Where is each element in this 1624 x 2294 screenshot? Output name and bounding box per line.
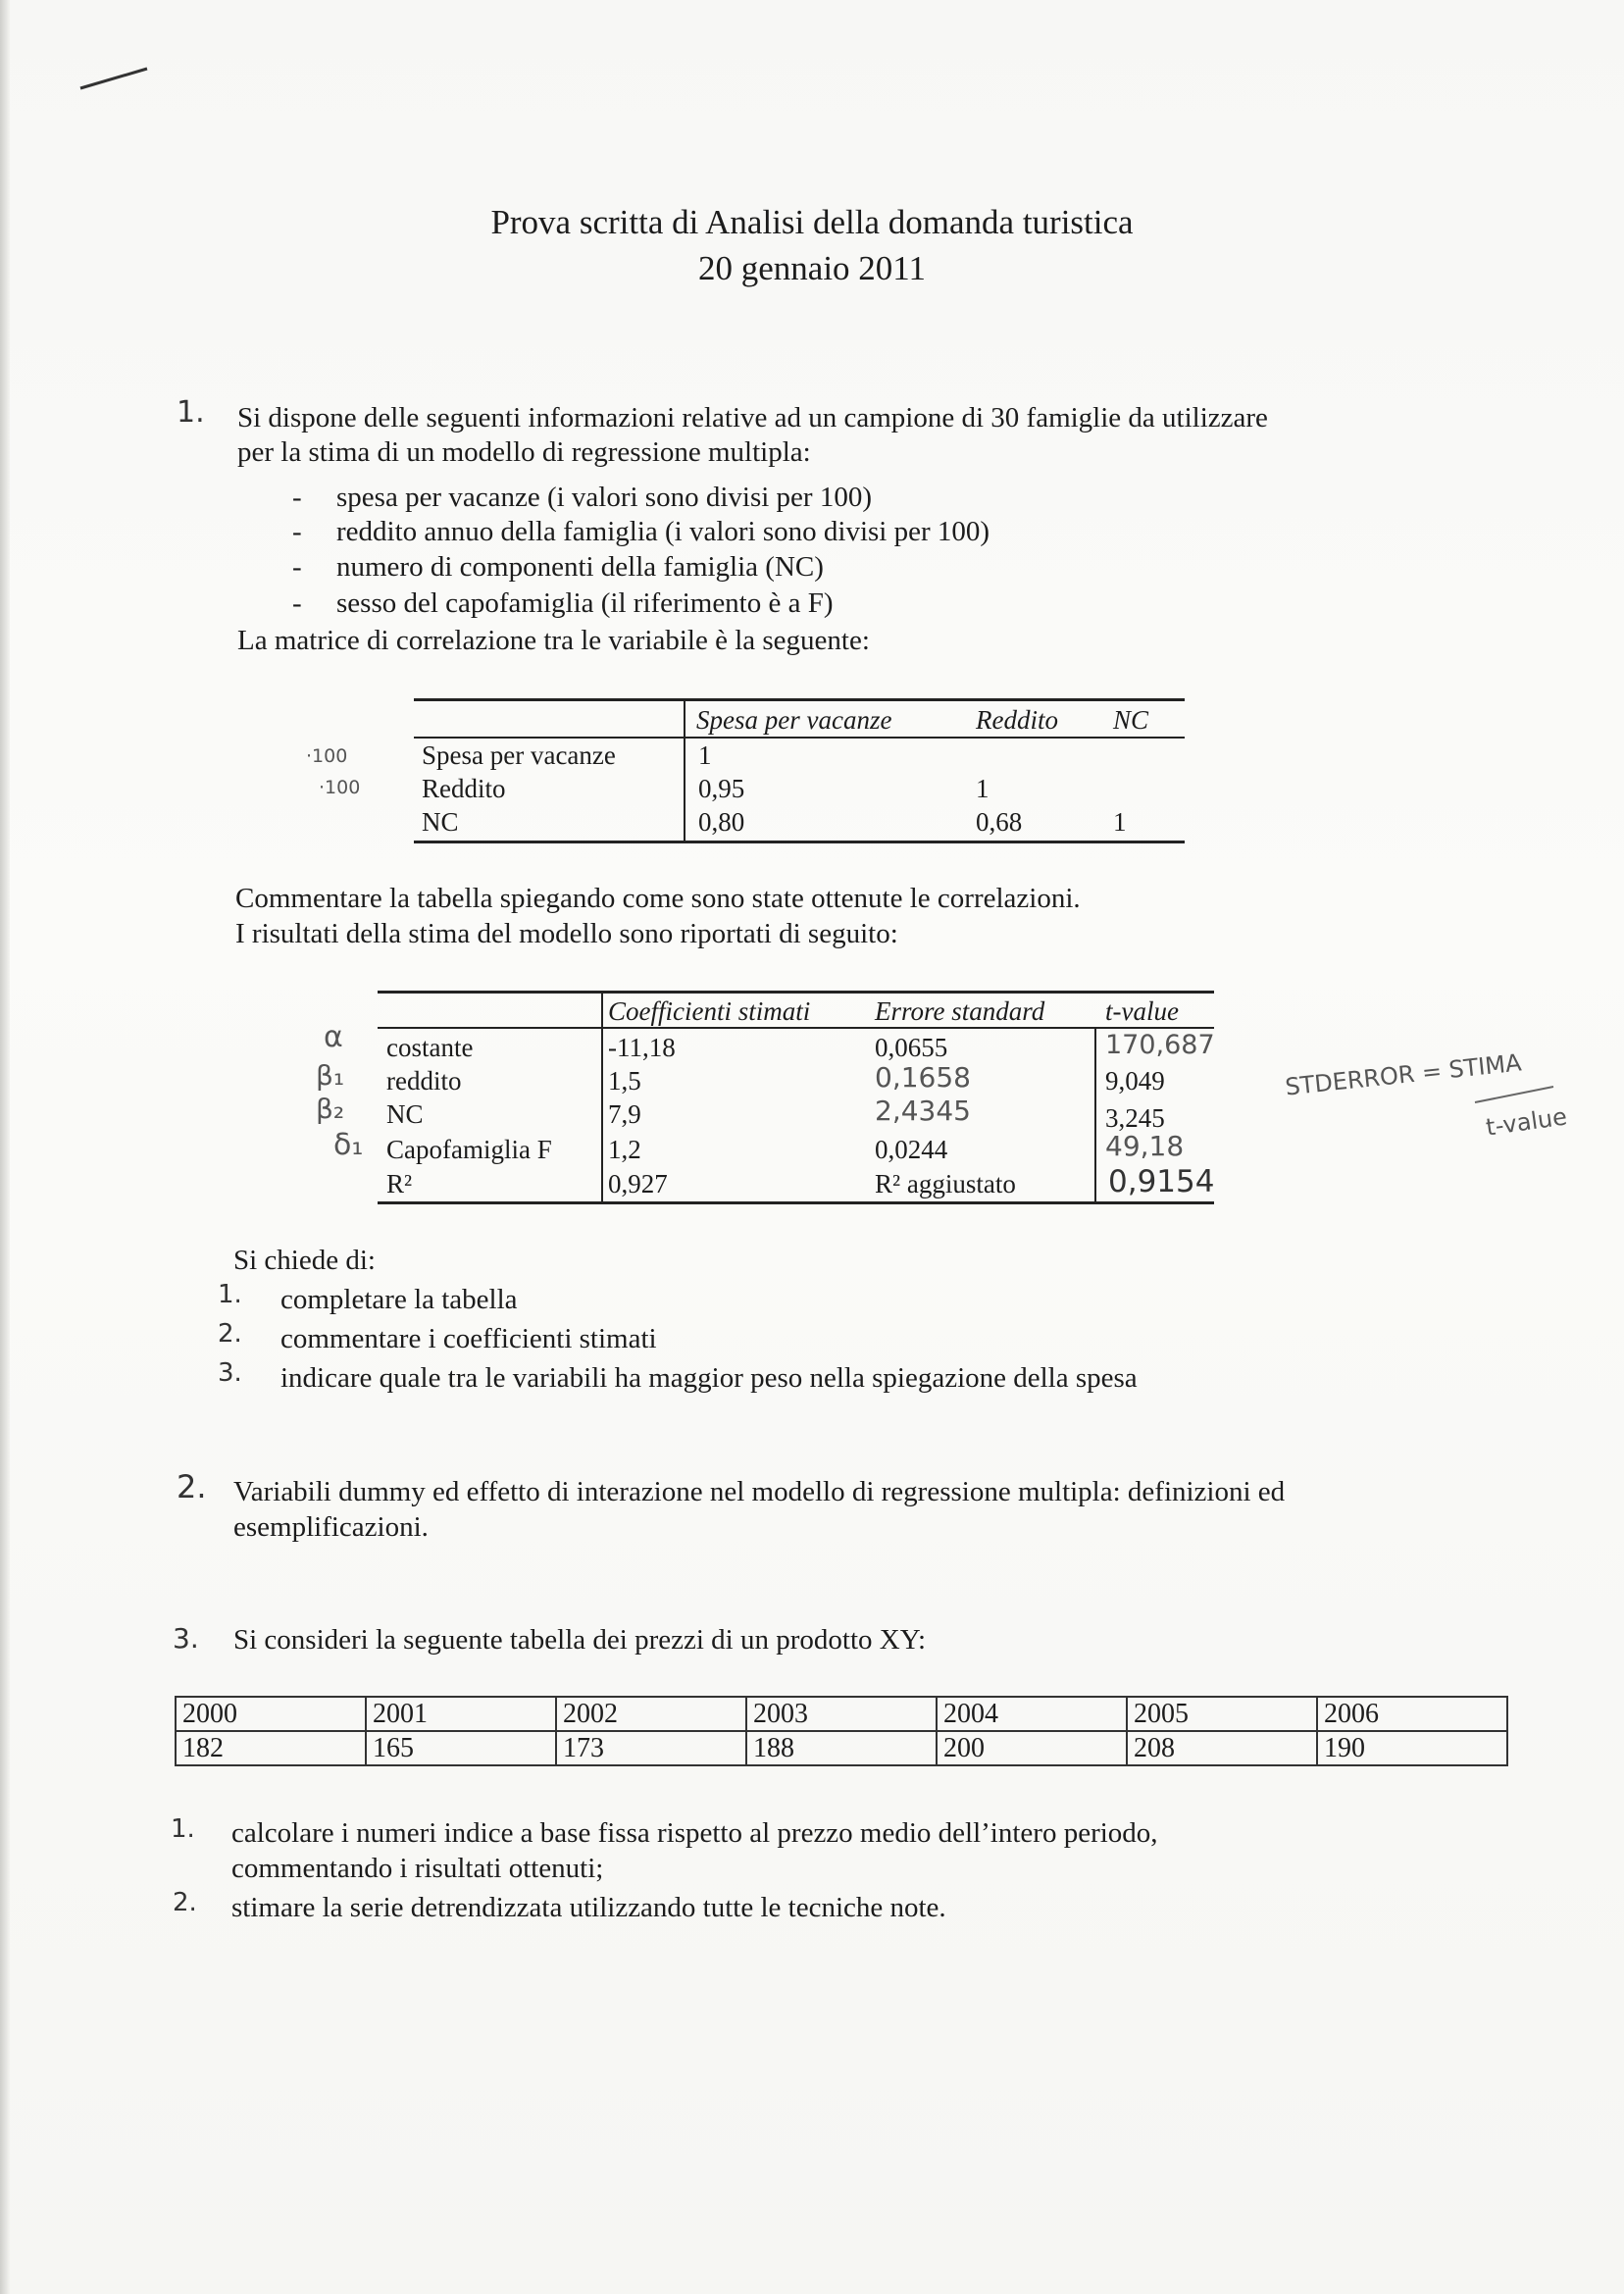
ex1-intro-line-1: Si dispone delle seguenti informazioni relative ad un campione di 30 famiglie da utilizzare: [237, 402, 1268, 433]
table-rule-top: [378, 991, 1214, 994]
handwritten-formula-numerator: STDERROR = STIMA: [1284, 1048, 1523, 1101]
reg-cell: 1,2: [608, 1135, 641, 1164]
ex3-task-1-line-1: calcolare i numeri indice a base fissa rispetto al prezzo medio dell’intero periodo,: [231, 1817, 1158, 1849]
corr-row-label: NC: [422, 807, 459, 837]
price-cell: 200: [937, 1731, 1127, 1765]
price-cell: 182: [176, 1731, 366, 1765]
price-cell: 208: [1127, 1731, 1317, 1765]
reg-cell: 1,5: [608, 1066, 641, 1096]
corr-cell: 1: [1113, 807, 1127, 837]
ex2-text-line-1: Variabili dummy ed effetto di interazione nel modello di regressione multipla: definizioni ed: [233, 1476, 1286, 1507]
handwritten-value: 0,1658: [875, 1061, 971, 1094]
handwritten-symbol: β₁: [316, 1059, 345, 1092]
handwritten-note-100: ·100: [306, 745, 348, 767]
question-number: 1.: [171, 1814, 195, 1844]
corr-cell: 1: [698, 740, 712, 770]
handwritten-symbol: δ₁: [333, 1128, 364, 1162]
year-cell: 2000: [176, 1697, 366, 1731]
reg-row-label: R²: [386, 1169, 413, 1198]
reg-row-label: NC: [386, 1099, 424, 1129]
corr-cell: 0,80: [698, 807, 745, 837]
reg-cell: R² aggiustato: [875, 1169, 1016, 1198]
price-table-row-years: [176, 1697, 1507, 1731]
exercise-1-number: 1.: [177, 395, 205, 430]
ex3-task-1-line-2: commentando i risultati ottenuti;: [231, 1853, 604, 1884]
ex1-bullet-dash: -: [292, 587, 302, 619]
price-cell: 190: [1317, 1731, 1507, 1765]
page-date: 20 gennaio 2011: [698, 249, 926, 287]
reg-col-header: Errore standard: [875, 996, 1045, 1026]
ex1-results-intro: I risultati della stima del modello sono riportati di seguito:: [235, 918, 898, 949]
table-rule-vertical: [1094, 1027, 1096, 1202]
ex1-bullet-dash: -: [292, 482, 302, 513]
corr-cell: 0,68: [976, 807, 1023, 837]
table-rule-vertical: [684, 698, 685, 841]
handwritten-note-100: ·100: [319, 777, 361, 798]
handwritten-value: 49,18: [1105, 1130, 1185, 1162]
corr-row-label: Reddito: [422, 774, 506, 803]
corr-cell: 1: [976, 774, 990, 803]
reg-cell: 9,049: [1105, 1066, 1165, 1096]
handwritten-symbol: β₂: [316, 1093, 345, 1125]
ex3-task-2: stimare la serie detrendizzata utilizzando tutte le tecniche note.: [231, 1892, 946, 1923]
year-cell: 2005: [1127, 1697, 1317, 1731]
price-cell: 165: [366, 1731, 556, 1765]
page-title: Prova scritta di Analisi della domanda turistica: [490, 203, 1134, 241]
table-rule-bottom: [414, 841, 1185, 843]
corr-col-header: Reddito: [976, 705, 1058, 735]
ex1-bullet-1: spesa per vacanze (i valori sono divisi per 100): [336, 482, 872, 513]
year-cell: 2002: [556, 1697, 746, 1731]
question-number: 2.: [173, 1888, 197, 1917]
ex1-bullet-4: sesso del capofamiglia (il riferimento è a F): [336, 587, 834, 619]
reg-cell: 0,0655: [875, 1033, 948, 1062]
handwritten-formula-denominator: t-value: [1484, 1102, 1569, 1142]
ex1-questions-intro: Si chiede di:: [233, 1245, 376, 1276]
ex1-bullet-dash: -: [292, 551, 302, 583]
exercise-2-number: 2.: [177, 1468, 207, 1505]
corr-row-label: Spesa per vacanze: [422, 740, 616, 770]
question-number: 3.: [218, 1358, 242, 1388]
exercise-3-number: 3.: [173, 1622, 199, 1655]
reg-cell: 7,9: [608, 1099, 641, 1129]
table-rule-header: [414, 737, 1185, 739]
corr-col-header: NC: [1113, 705, 1149, 735]
reg-row-label: reddito: [386, 1066, 462, 1096]
handwritten-symbol: α: [324, 1020, 343, 1054]
table-rule-vertical: [601, 991, 603, 1202]
ex1-bullet-dash: -: [292, 516, 302, 547]
year-cell: 2001: [366, 1697, 556, 1731]
reg-col-header: t-value: [1105, 996, 1179, 1026]
price-cell: 173: [556, 1731, 746, 1765]
ex2-text-line-2: esemplificazioni.: [233, 1511, 429, 1543]
price-table: [175, 1696, 1508, 1766]
ex1-comment-instruction: Commentare la tabella spiegando come sono state ottenute le correlazioni.: [235, 883, 1081, 914]
table-rule-bottom: [378, 1201, 1214, 1204]
question-number: 2.: [218, 1319, 242, 1349]
year-cell: 2003: [746, 1697, 937, 1731]
ex1-intro-line-2: per la stima di un modello di regressione multipla:: [237, 436, 811, 468]
ex1-question-2: commentare i coefficienti stimati: [280, 1323, 657, 1354]
corr-col-header: Spesa per vacanze: [696, 705, 892, 735]
question-number: 1.: [218, 1280, 242, 1309]
year-cell: 2006: [1317, 1697, 1507, 1731]
handwritten-fraction-line: [1471, 1079, 1559, 1108]
reg-row-label: Capofamiglia F: [386, 1135, 552, 1164]
ex3-intro: Si consideri la seguente tabella dei prezzi di un prodotto XY:: [233, 1624, 927, 1656]
scan-edge: [0, 0, 10, 2294]
ex1-question-3: indicare quale tra le variabili ha maggior peso nella spiegazione della spesa: [280, 1362, 1138, 1394]
price-cell: 188: [746, 1731, 937, 1765]
reg-cell: 0,927: [608, 1169, 668, 1198]
corr-cell: 0,95: [698, 774, 745, 803]
table-rule-top: [414, 698, 1185, 701]
reg-cell: -11,18: [608, 1033, 676, 1062]
price-table-row-prices: [176, 1731, 1507, 1765]
handwritten-value: 170,687: [1105, 1030, 1215, 1060]
pen-stroke-mark: [76, 61, 155, 96]
ex1-question-1: completare la tabella: [280, 1284, 518, 1315]
reg-row-label: costante: [386, 1033, 474, 1062]
ex1-matrix-intro: La matrice di correlazione tra le variabile è la seguente:: [237, 625, 870, 656]
reg-cell: 3,245: [1105, 1103, 1165, 1133]
ex1-bullet-2: reddito annuo della famiglia (i valori sono divisi per 100): [336, 516, 990, 547]
year-cell: 2004: [937, 1697, 1127, 1731]
reg-cell: 0,0244: [875, 1135, 948, 1164]
reg-col-header: Coefficienti stimati: [608, 996, 811, 1026]
handwritten-value: 0,9154: [1108, 1164, 1215, 1199]
ex1-bullet-3: numero di componenti della famiglia (NC): [336, 551, 824, 583]
handwritten-value: 2,4345: [875, 1095, 971, 1127]
table-rule-header: [378, 1027, 1214, 1029]
